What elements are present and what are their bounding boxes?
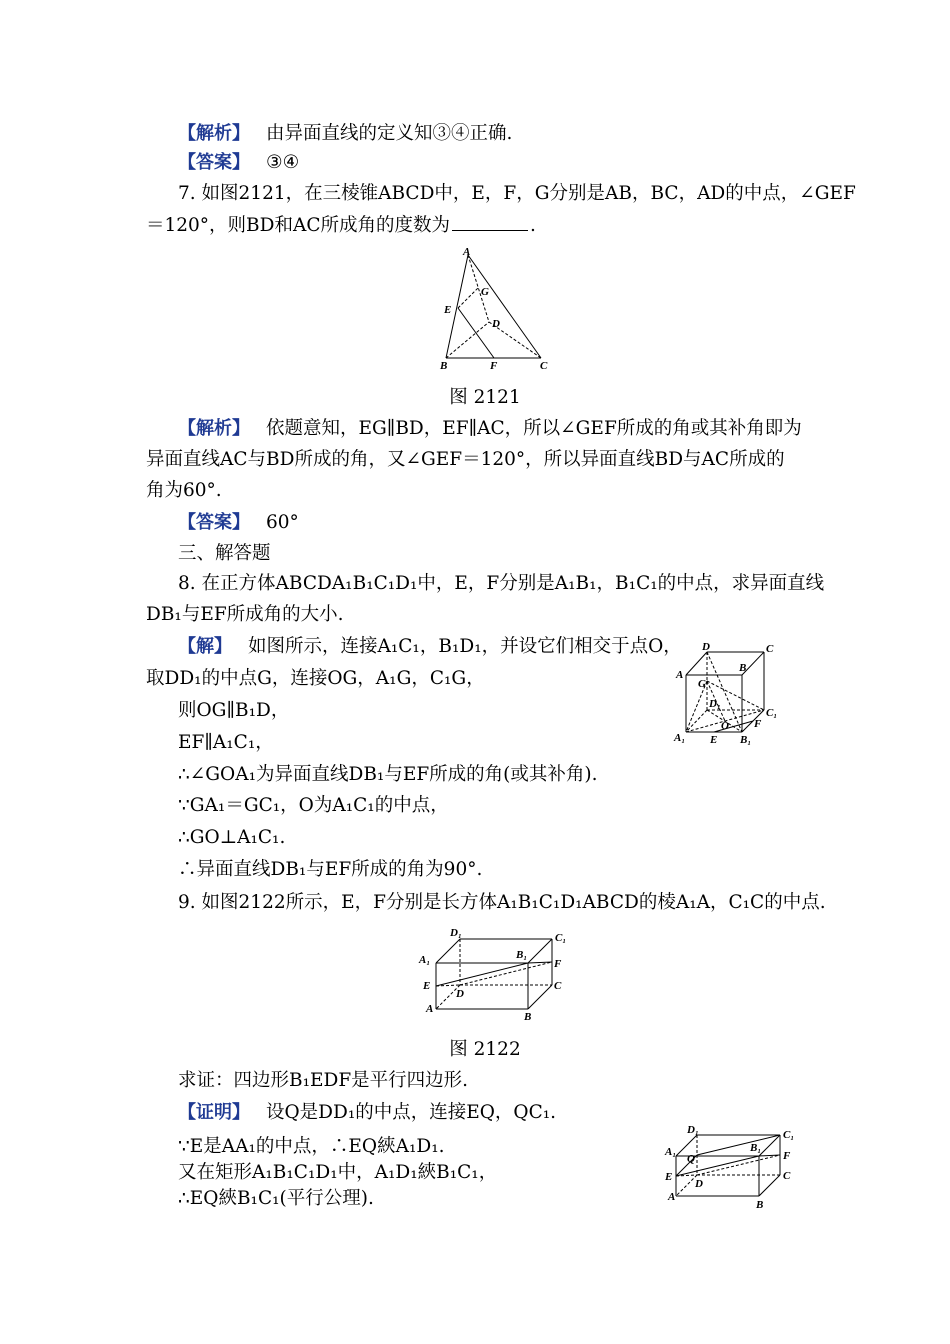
- label-e: E: [665, 1171, 673, 1183]
- q8-solution-line4: EF∥A₁C₁，: [178, 732, 274, 753]
- q8-solution-line7: ∴GO⊥A₁C₁.: [178, 827, 286, 848]
- q8-sol-text1: 如图所示，连接A₁C₁，B₁D₁，并设它们相交于点O，: [248, 636, 682, 657]
- q8-solution-line2: 取DD₁的中点G，连接OG，A₁G，C₁G，: [146, 668, 485, 689]
- figure-cube: [672, 640, 790, 750]
- answer-blank: [452, 212, 528, 231]
- analysis-tag: 【解析】: [178, 123, 250, 144]
- q8-solution-line1: [178, 634, 682, 660]
- label-e: E: [444, 304, 452, 316]
- segment-b1e: [436, 963, 528, 986]
- proof-tag: 【证明】: [178, 1102, 250, 1123]
- label-d: D: [492, 318, 500, 330]
- label-a1: A₁: [665, 1146, 677, 1158]
- label-f: F: [754, 718, 762, 730]
- label-c1: C₁: [555, 932, 567, 944]
- section-heading: 三、解答题: [178, 543, 271, 564]
- label-b: B: [756, 1199, 764, 1211]
- q8-stem-line1: 8. 在正方体ABCDA₁B₁C₁D₁中，E，F分别是A₁B₁，B₁C₁的中点，求异面直线: [178, 573, 825, 594]
- q9-stem: 9. 如图2122所示，E，F分别是长方体A₁B₁C₁D₁ABCD的棱A₁A，C₁C的中点.: [178, 892, 826, 913]
- label-c1: C₁: [766, 707, 778, 719]
- label-f: F: [554, 958, 562, 970]
- solution-tag: 【解】: [178, 636, 232, 657]
- q6-analysis-text: 由异面直线的定义知③④正确.: [266, 123, 513, 144]
- figure-proof-cuboid: [662, 1124, 802, 1214]
- label-c: C: [766, 643, 774, 655]
- segment-qc1: [697, 1135, 780, 1155]
- label-b: B: [440, 360, 448, 372]
- label-e: E: [423, 980, 431, 992]
- q9-prove-line: 求证：四边形B₁EDF是平行四边形.: [178, 1070, 469, 1091]
- q7-answer-text: 60°: [266, 512, 299, 533]
- q7-analysis-text1: 依题意知，EG∥BD，EF∥AC，所以∠GEF所成的角或其补角即为: [266, 418, 802, 439]
- q7-stem-line2-end: .: [530, 215, 536, 236]
- label-q: Q: [687, 1153, 695, 1165]
- q6-answer-text: ③④: [266, 152, 300, 173]
- label-f: F: [783, 1150, 791, 1162]
- label-b1: B₁: [740, 734, 752, 746]
- q7-analysis-line2: 异面直线AC与BD所成的角，又∠GEF＝120°，所以异面直线BD与AC所成的: [146, 449, 785, 470]
- figure-2122-caption: 图 2122: [449, 1039, 521, 1060]
- label-a: A: [676, 669, 684, 681]
- q9-proof-line4: ∴EQ綊B₁C₁(平行公理).: [178, 1188, 374, 1209]
- edge: [676, 1175, 697, 1196]
- q8-solution-line8: ∴异面直线DB₁与EF所成的角为90°.: [178, 859, 483, 880]
- q8-stem-line2: DB₁与EF所成角的大小.: [146, 604, 344, 625]
- segment-eg: [458, 288, 478, 308]
- segment-ef: [458, 308, 494, 358]
- label-o: O: [721, 720, 729, 732]
- edge: [686, 652, 707, 675]
- edge: [759, 1175, 780, 1196]
- answer-tag: 【答案】: [178, 512, 250, 533]
- q6-analysis: [178, 121, 512, 147]
- label-d: D: [702, 641, 710, 653]
- label-b1: B₁: [516, 949, 528, 961]
- label-c1: C₁: [783, 1129, 795, 1141]
- label-a: A: [463, 246, 471, 258]
- figure-2122-cuboid: [418, 926, 578, 1024]
- q7-stem-line1: 7. 如图2121，在三棱锥ABCD中，E，F，G分别是AB，BC，AD的中点，∠GEF: [178, 183, 856, 204]
- q7-answer: [178, 510, 299, 536]
- label-d: D: [695, 1178, 703, 1190]
- segment-df: [697, 1155, 780, 1175]
- figure-2121-tetrahedron: [430, 245, 570, 375]
- edge: [528, 985, 552, 1009]
- answer-tag: 【答案】: [178, 152, 250, 173]
- q8-solution-line5: ∴∠GOA₁为异面直线DB₁与EF所成的角(或其补角).: [178, 764, 598, 785]
- label-b: B: [524, 1011, 532, 1023]
- edge: [436, 939, 460, 963]
- analysis-tag: 【解析】: [178, 418, 250, 439]
- q7-analysis-line3: 角为60°.: [146, 480, 222, 501]
- label-a1: A₁: [419, 954, 431, 966]
- q7-stem-line2-text: ＝120°，则BD和AC所成角的度数为: [146, 215, 451, 236]
- edge: [759, 1135, 780, 1156]
- q7-stem-line2: [146, 212, 536, 239]
- label-e: E: [710, 734, 718, 746]
- q6-answer: [178, 150, 299, 176]
- label-d1: D₁: [687, 1124, 699, 1136]
- label-g: G: [698, 678, 706, 690]
- label-a1: A₁: [674, 732, 686, 744]
- edge-ac: [468, 255, 541, 358]
- label-a: A: [426, 1003, 434, 1015]
- label-d1: D₁: [709, 698, 721, 710]
- label-d1: D₁: [450, 927, 462, 939]
- label-b1: B₁: [750, 1142, 762, 1154]
- q9-proof-line1: [178, 1100, 556, 1126]
- q8-solution-line3: 则OG∥B₁D，: [178, 700, 290, 721]
- label-c: C: [554, 980, 562, 992]
- label-c: C: [783, 1170, 791, 1182]
- label-c: C: [540, 360, 548, 372]
- label-g: G: [481, 286, 489, 298]
- label-b: B: [739, 662, 747, 674]
- label-a: A: [668, 1191, 676, 1203]
- figure-2121-caption: 图 2121: [449, 387, 521, 408]
- q9-proof-line2: ∵E是AA₁的中点，∴EQ綊A₁D₁.: [178, 1136, 445, 1157]
- label-d: D: [456, 988, 464, 1000]
- q9-proof-line3: 又在矩形A₁B₁C₁D₁中，A₁D₁綊B₁C₁，: [178, 1162, 498, 1183]
- q9-proof-text1: 设Q是DD₁的中点，连接EQ，QC₁.: [266, 1102, 557, 1123]
- q7-analysis-line1: [178, 416, 802, 442]
- q8-solution-line6: ∵GA₁＝GC₁，O为A₁C₁的中点，: [178, 795, 449, 816]
- segment-df: [460, 962, 552, 985]
- label-f: F: [490, 360, 498, 372]
- edge: [528, 939, 552, 963]
